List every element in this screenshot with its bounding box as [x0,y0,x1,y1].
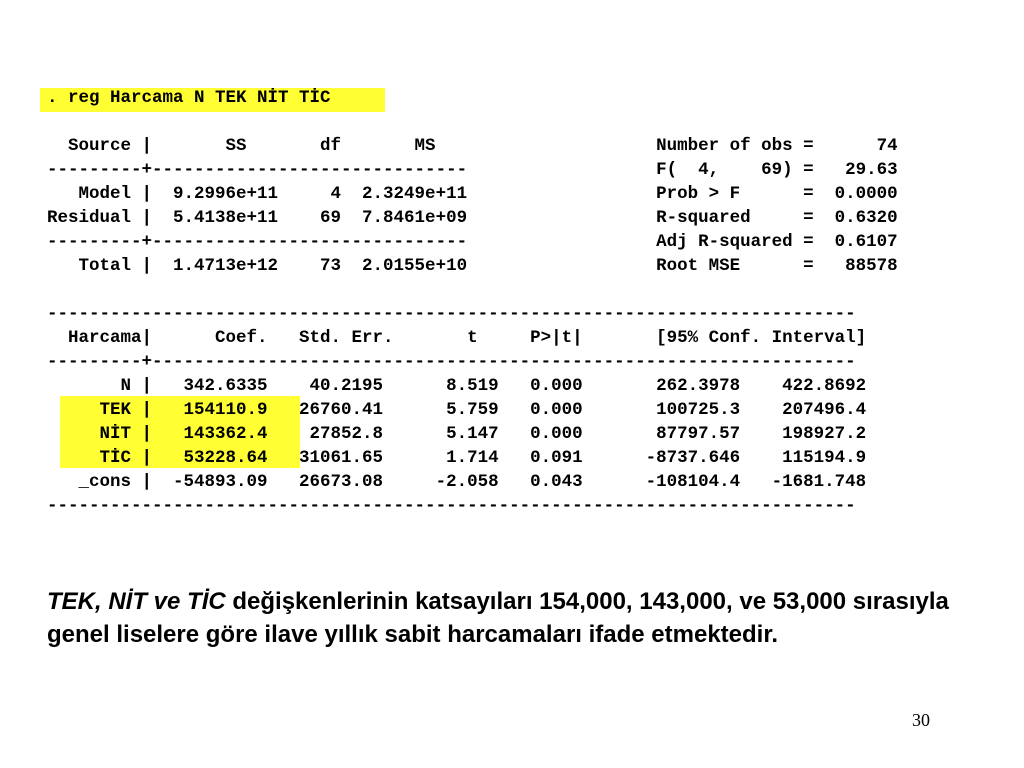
table-separator: ---------+------------------------------------------------------------------- [47,352,856,372]
table-row: TİC | 53228.64 31061.65 1.714 0.091 -8737.646 115194.9 [47,448,867,468]
caption-text: değişkenlerinin katsayıları 154,000, 143,000, ve 53,000 sırasıyla genel liselere göre ilave yıllık sabit harcamaları ifade etmektedir. [47,588,949,648]
table-bottom-rule: ----------------------------------------------------------------------------- [47,496,856,516]
anova-line: Source | SS df MS Number of obs = 74 [47,136,898,156]
table-rule: ----------------------------------------------------------------------------- [47,304,856,324]
caption-variables: TEK, NİT ve TİC [47,588,226,615]
anova-line: ---------+------------------------------ F( 4, 69) = 29.63 [47,160,898,180]
anova-line: Total | 1.4713e+12 73 2.0155e+10 Root MSE = 88578 [47,256,898,276]
table-row: TEK | 154110.9 26760.41 5.759 0.000 100725.3 207496.4 [47,400,867,420]
anova-line: Model | 9.2996e+11 4 2.3249e+11 Prob > F = 0.0000 [47,184,898,204]
table-row: NİT | 143362.4 27852.8 5.147 0.000 87797.57 198927.2 [47,424,867,444]
table-header: Harcama| Coef. Std. Err. t P>|t| [95% Conf. Interval] [47,328,867,348]
caption [47,585,997,651]
table-row: _cons | -54893.09 26673.08 -2.058 0.043 -108104.4 -1681.748 [47,472,867,492]
table-row: N | 342.6335 40.2195 8.519 0.000 262.3978 422.8692 [47,376,867,396]
anova-line: ---------+------------------------------ Adj R-squared = 0.6107 [47,232,898,252]
page-number: 30 [912,710,930,730]
stata-command: . reg Harcama N TEK NİT TİC [47,88,331,108]
anova-line: Residual | 5.4138e+11 69 7.8461e+09 R-squared = 0.6320 [47,208,898,228]
